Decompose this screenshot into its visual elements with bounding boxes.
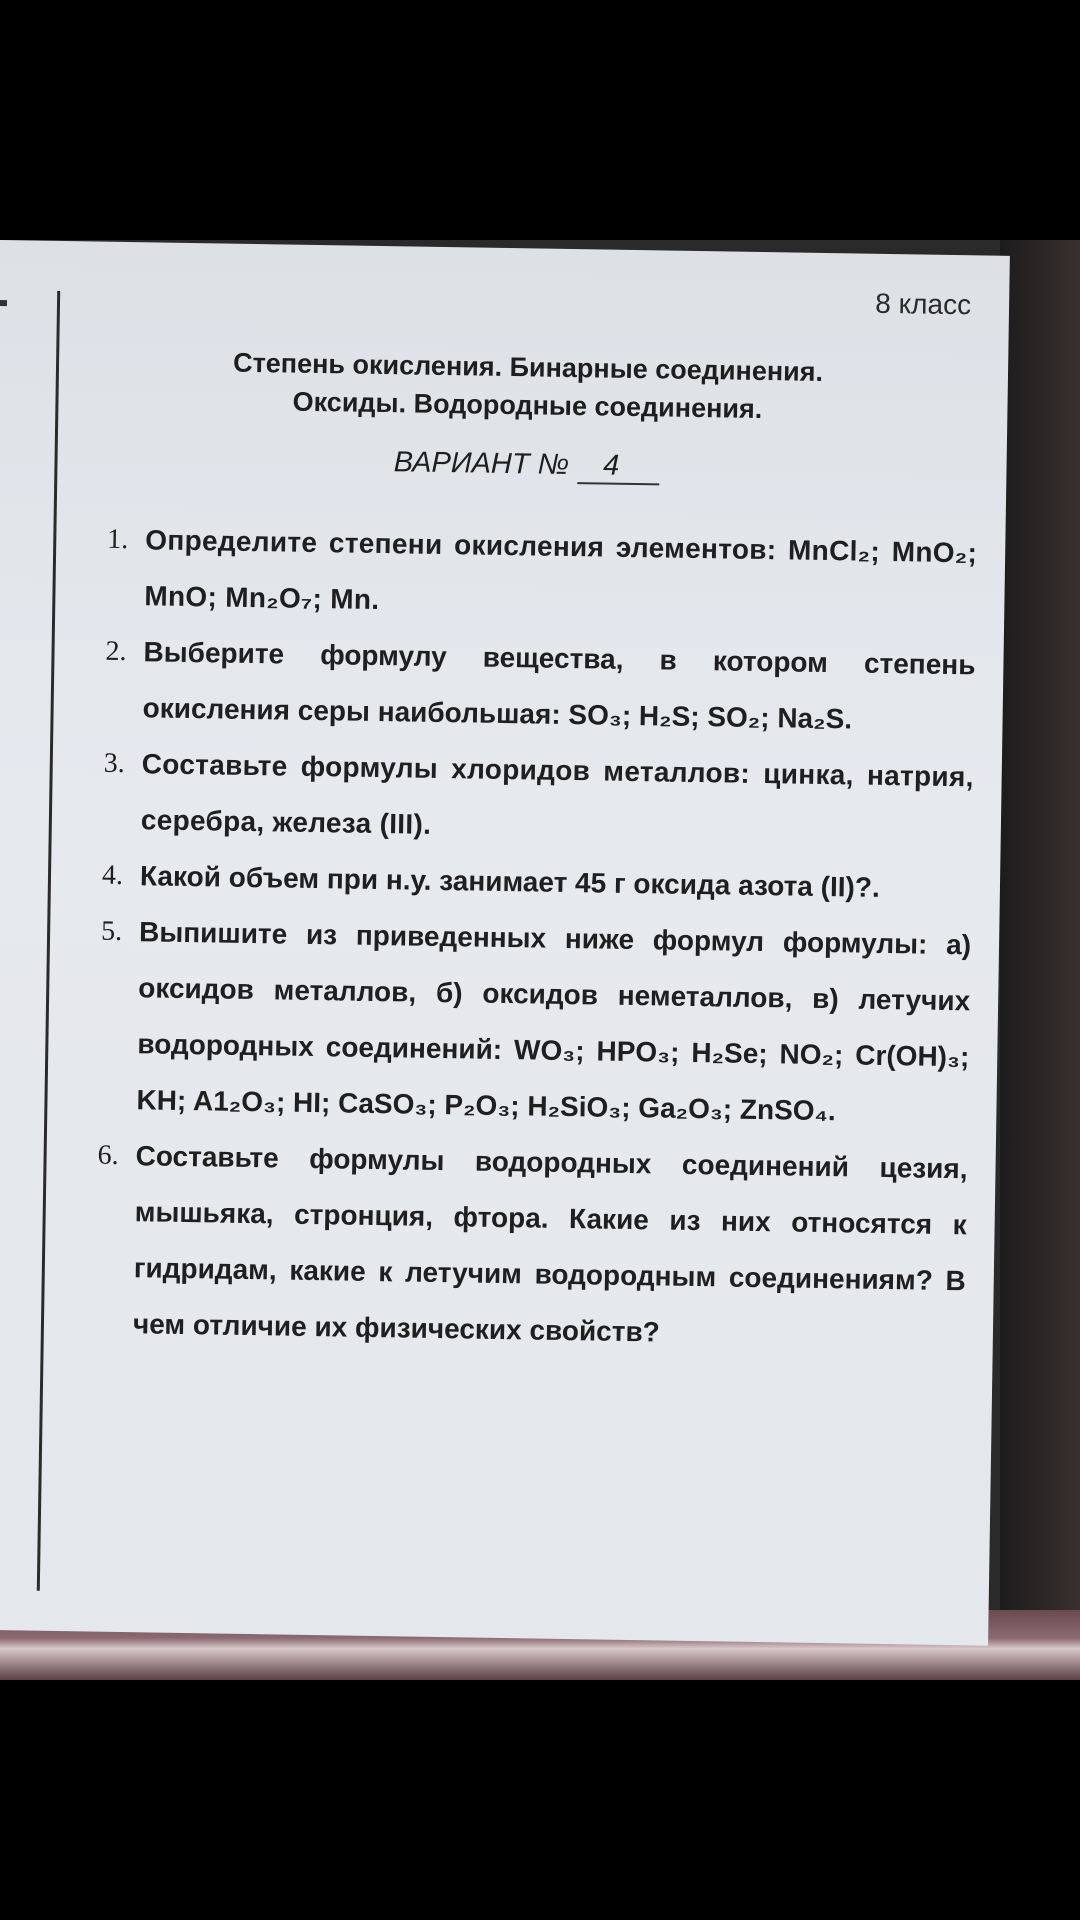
task-2	[104, 624, 976, 750]
title-line-2: Оксиды. Водородные соединения.	[292, 386, 763, 424]
task-number: 4.	[101, 859, 124, 892]
task-text: Какой объем при н.у. занимает 45 г оксида азота (II)?.	[139, 860, 881, 903]
task-text: Составьте формулы хлоридов металлов: цинка, натрия, серебра, железа (III).	[140, 748, 974, 840]
margin-line	[37, 291, 60, 1591]
task-list	[95, 512, 978, 1366]
task-number: 1.	[107, 523, 129, 556]
variant-number: 4	[577, 449, 660, 485]
title-line-1: Степень окисления. Бинарные соединения.	[232, 347, 824, 387]
page-mark	[0, 300, 7, 306]
task-6	[95, 1128, 968, 1366]
task-number: 2.	[105, 635, 127, 668]
task-number: 5.	[100, 915, 123, 948]
task-text: Определите степени окисления элементов: MnCl₂; MnO₂; MnO; Mn₂O₇; Mn.	[144, 524, 978, 616]
task-text: Составьте формулы водородных соединений цезия, мышьяка, стронция, фтора. Какие из них относятся к гидридам, какие к летучим водородным соединениям? В чем отличие их физических свойств?	[132, 1140, 968, 1348]
task-text: Выпишите из приведенных ниже формул формулы: а) оксидов металлов, б) оксидов неметаллов, в) летучих водородных соединений: WO₃; HPO₃; H₂Se; NO₂; Cr(OH)₃; KH; A1₂O₃; HI; CaSO₃; P₂O₃; H₂SiO₃; Ga₂O₃; ZnSO₄.	[136, 916, 972, 1127]
grade-label: 8 класс	[875, 287, 972, 321]
task-number: 3.	[103, 747, 126, 780]
photo	[0, 240, 1080, 1680]
task-3	[102, 736, 974, 862]
task-number: 6.	[97, 1139, 119, 1171]
task-text: Выберите формулу вещества, в котором степень окисления серы наибольшая: SO₃; H₂S; SO₂; Na₂S.	[142, 636, 976, 735]
task-1	[106, 512, 978, 638]
variant-line	[116, 442, 936, 490]
background-shadow	[1000, 240, 1080, 1680]
worksheet-title	[117, 342, 938, 431]
task-5	[98, 904, 971, 1142]
worksheet-paper	[0, 240, 1010, 1646]
variant-label: ВАРИАНТ №	[393, 446, 570, 481]
